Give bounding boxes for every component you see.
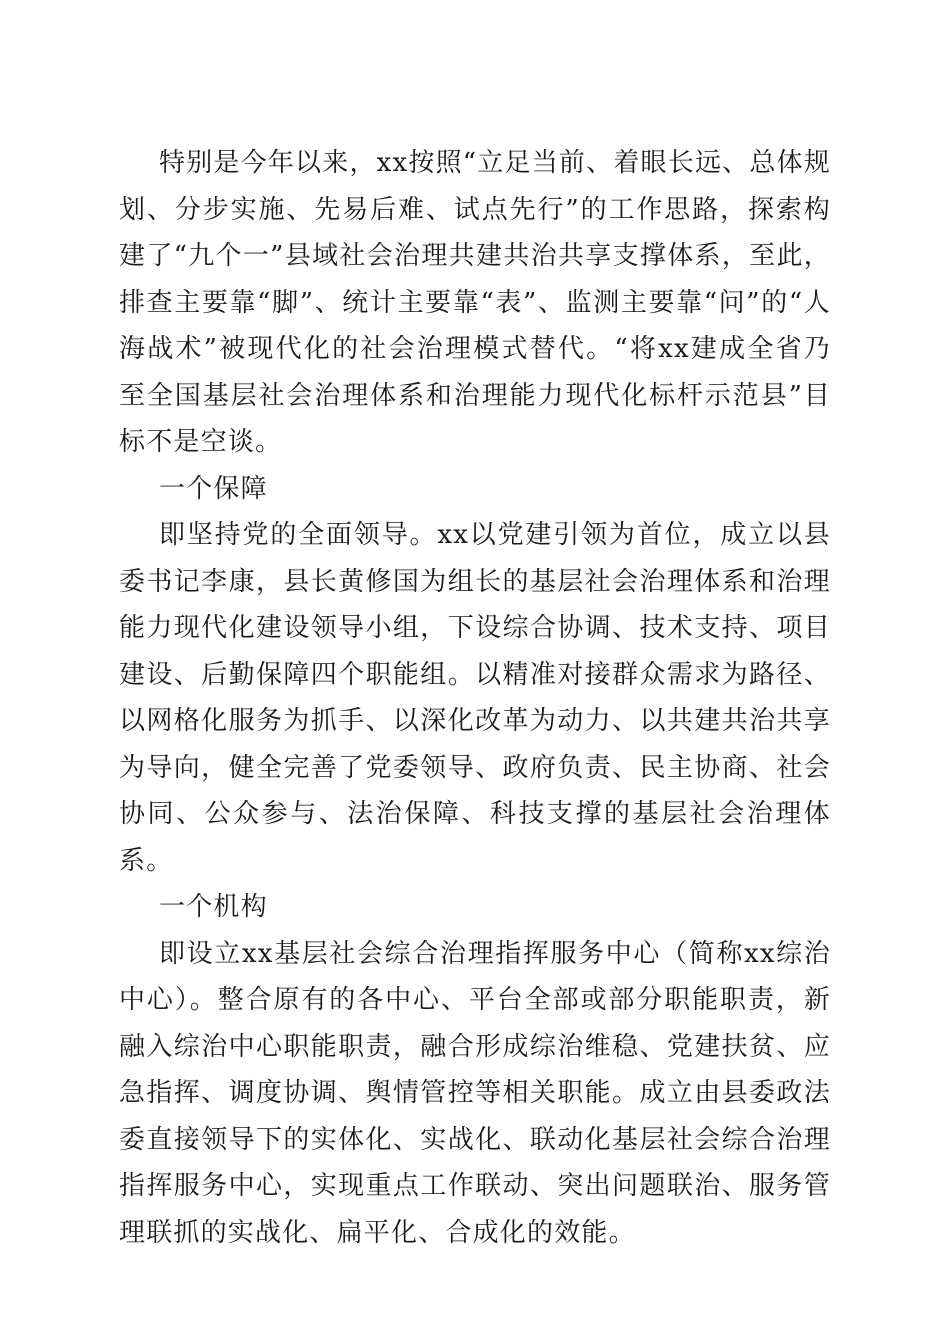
paragraph-institution: 即设立xx基层社会综合治理指挥服务中心（简称xx综治中心）。整合原有的各中心、平台全部或部分职能职责，新融入综治中心职能职责，融合形成综治维稳、党建扶贫、应急指挥、调度协调、舆情管控等相关职能。成立由县委政法委直接领导下的实体化、实战化、联动化基层社会综合治理指挥服务中心，实现重点工作联动、突出问题联治、服务管理联抓的实战化、扁平化、合成化的效能。	[119, 938, 831, 1248]
section-heading-institution: 一个机构	[159, 892, 268, 922]
paragraph-intro: 特别是今年以来，xx按照“立足当前、着眼长远、总体规划、分步实施、先易后难、试点先行”的工作思路，探索构建了“九个一”县域社会治理共建共治共享支撑体系，至此，排查主要靠“脚”、统计主要靠“表”、监测主要靠“问”的“人海战术”被现代化的社会治理模式替代。“将xx建成全省乃至全国基层社会治理体系和治理能力现代化标杆示范县”目标不是空谈。	[119, 148, 831, 457]
document-body	[119, 140, 831, 1256]
section-heading-guarantee: 一个保障	[159, 473, 268, 504]
paragraph-guarantee: 即坚持党的全面领导。xx以党建引领为首位，成立以县委书记李康，县长黄修国为组长的基层社会治理体系和治理能力现代化建设领导小组，下设综合协调、技术支持、项目建设、后勤保障四个职能组。以精准对接群众需求为路径、以网格化服务为抓手、以深化改革为动力、以共建共治共享为导向，健全完善了党委领导、政府负责、民主协商、社会协同、公众参与、法治保障、科技支撑的基层社会治理体系。	[119, 520, 831, 876]
